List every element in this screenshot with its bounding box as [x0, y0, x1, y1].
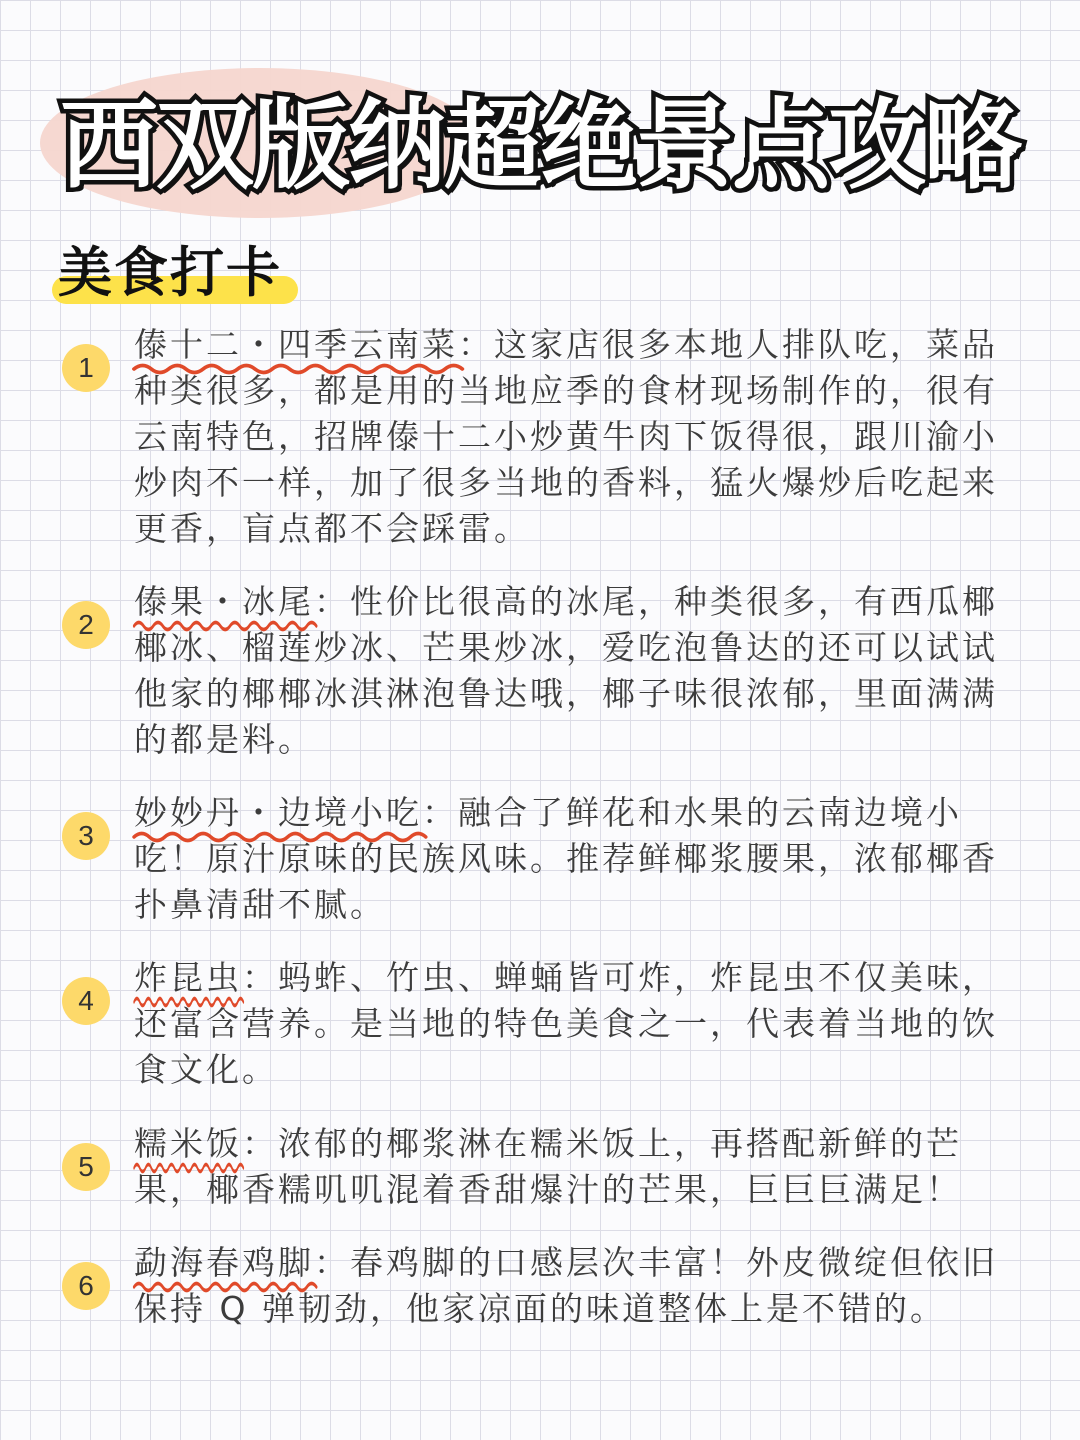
item-description: 蚂蚱、竹虫、蝉蛹皆可炸，炸昆虫不仅美味，还富含营养。是当地的特色美食之一，代表着当地的饮食文化。 [134, 958, 998, 1089]
item-description: 春鸡脚的口感层次丰富！外皮微绽但依旧保持 Q 弹韧劲，他家凉面的味道整体上是不错的。 [134, 1243, 998, 1328]
section-title: 美食打卡 [58, 241, 282, 304]
item-text [134, 1240, 1014, 1332]
item-separator: ： [422, 793, 458, 832]
item-text [134, 1121, 1014, 1213]
number-badge-6: 6 [62, 1262, 110, 1310]
item-text [134, 790, 1014, 928]
wavy-underline [134, 995, 242, 1009]
wavy-underline [134, 830, 422, 844]
wavy-underline [134, 362, 458, 376]
item-text [134, 955, 1014, 1093]
item-name: 糯米饭 [134, 1124, 242, 1163]
page-title: 西双版纳超绝景点攻略 [59, 89, 1020, 203]
number-badge-3: 3 [62, 812, 110, 860]
item-separator: ： [458, 325, 494, 364]
item-description: 融合了鲜花和水果的云南边境小吃！原汁原味的民族风味。推荐鲜椰浆腰果，浓郁椰香扑鼻清甜不腻。 [134, 793, 998, 924]
item-name: 妙妙丹・边境小吃 [134, 793, 422, 832]
item-name: 傣十二・四季云南菜 [134, 325, 458, 364]
item-text [134, 322, 1014, 552]
wavy-underline [134, 619, 314, 633]
wavy-underline [134, 1161, 242, 1175]
item-description: 这家店很多本地人排队吃，菜品种类很多，都是用的当地应季的食材现场制作的，很有云南特色，招牌傣十二小炒黄牛肉下饭得很，跟川渝小炒肉不一样，加了很多当地的香料，猛火爆炒后吃起来更香，盲点都不会踩雷。 [134, 325, 998, 548]
item-separator: ： [242, 958, 278, 997]
item-separator: ： [314, 1243, 350, 1282]
item-description: 性价比很高的冰尾，种类很多，有西瓜椰椰冰、榴莲炒冰、芒果炒冰，爱吃泡鲁达的还可以试试他家的椰椰冰淇淋泡鲁达哦，椰子味很浓郁，里面满满的都是料。 [134, 582, 998, 759]
item-name: 勐海春鸡脚 [134, 1243, 314, 1282]
item-description: 浓郁的椰浆淋在糯米饭上，再搭配新鲜的芒果，椰香糯叽叽混着香甜爆汁的芒果，巨巨巨满足！ [134, 1124, 962, 1209]
number-badge-4: 4 [62, 977, 110, 1025]
number-badge-5: 5 [62, 1143, 110, 1191]
item-name: 炸昆虫 [134, 958, 242, 997]
number-badge-2: 2 [62, 601, 110, 649]
number-badge-1: 1 [62, 344, 110, 392]
wavy-underline [134, 1280, 314, 1294]
item-separator: ： [314, 582, 350, 621]
item-name: 傣果・冰尾 [134, 582, 314, 621]
item-text [134, 579, 1014, 763]
item-separator: ： [242, 1124, 278, 1163]
